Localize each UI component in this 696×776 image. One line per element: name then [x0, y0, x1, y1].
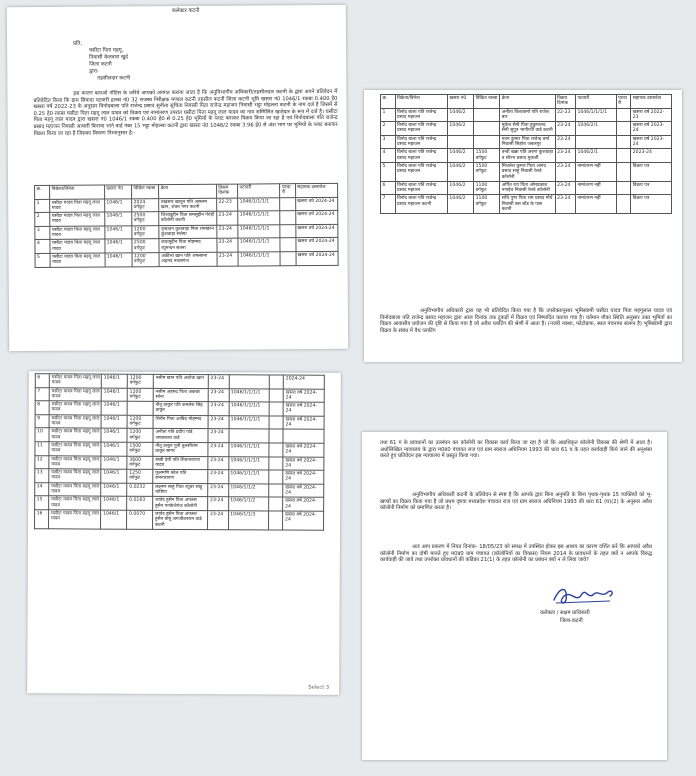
- table-cell: नीतू ठाकुर पति कमलेश सिंह ठाकुर: [154, 402, 209, 416]
- table-cell: [269, 470, 284, 484]
- table-cell: विनोद बाला पति राजेन्द्र प्रसाद महाजन: [395, 162, 447, 181]
- table-cell: 23-24: [216, 211, 237, 225]
- page-header: कलेक्टर कटनी: [171, 7, 200, 15]
- table-cell: 1046/1: [101, 428, 127, 442]
- table-cell: 11: [35, 442, 50, 456]
- table-cell: घसीटा यादव पिता महगू लाल यादव: [49, 442, 101, 456]
- table-cell: नीतू ठाकुर पुत्री तुलसीराम ठाकुर सागर: [153, 442, 208, 456]
- table-cell: [616, 149, 631, 163]
- table-cell: 1046/1/1/1/1: [238, 197, 281, 211]
- table-cell: अकीला खान पति अफसाना अहमद नवाबगंज: [159, 252, 217, 266]
- signature-image: [550, 582, 620, 612]
- table-cell: खसरा वर्ष 2024-24: [283, 484, 324, 498]
- table-cell: विक्रय पत्र: [631, 162, 672, 181]
- table-cell: जावेद हुसैन पिता अफसर हुसैन एनकेजेगंज कॉलोनी: [153, 497, 208, 511]
- notice-page-2: [364, 90, 682, 362]
- table-header-cell: सहायक दस्तावेज: [631, 95, 672, 109]
- address-line: निवासी केलवारा खुर्द: [89, 54, 128, 61]
- table-cell: 7: [35, 387, 50, 401]
- table-cell: 0.0163: [127, 497, 153, 511]
- table-cell: 1: [35, 199, 50, 213]
- table-cell: अनीता पति प्रदीप पांडे जयप्रकाश वार्ड: [153, 429, 208, 443]
- table-cell: 1046/1: [101, 469, 127, 483]
- table-row: [381, 122, 672, 136]
- table-header-cell: क्र.: [381, 95, 396, 109]
- table-cell: 2500 वर्गफुट: [132, 239, 159, 253]
- table-cell: 3: [381, 135, 396, 149]
- plot-sale-table-1: [34, 183, 339, 268]
- table-cell: 23-24: [208, 415, 228, 429]
- table-cell: खसरा वर्ष 2024-24: [283, 470, 324, 484]
- table-cell: 1046/1: [101, 456, 127, 470]
- table-cell: 1046/1: [101, 496, 127, 510]
- table-cell: 23-24: [209, 375, 229, 389]
- table-cell: घसीटा यादव पिता महगू लाल यादव: [49, 483, 101, 497]
- table-cell: 1046/1: [101, 415, 127, 429]
- table-cell: 1046/1: [104, 198, 131, 212]
- table-cell: 1046/1/1/1/1: [229, 402, 270, 416]
- table-cell: 1500 वर्गफुट: [474, 162, 500, 181]
- table-cell: [280, 252, 295, 266]
- table-cell: खसरा वर्ष 2024-24: [283, 443, 324, 457]
- table-cell: 0.0070: [127, 510, 153, 529]
- table-cell: 1046/1: [102, 388, 128, 402]
- table-cell: 23-24: [208, 497, 228, 511]
- table-row: [35, 510, 324, 530]
- table-cell: शिरीन पिता आबिद मोहम्मद: [153, 415, 208, 429]
- table-cell: 23-24: [217, 225, 238, 239]
- address-line: प्रति,: [73, 40, 82, 47]
- table-header-cell: क्रेता: [159, 184, 217, 198]
- table-cell: 15: [35, 496, 50, 510]
- table-cell: 1046/1/1/1/1: [238, 211, 281, 225]
- table-cell: [229, 375, 270, 389]
- table-cell: 1046/1: [105, 239, 132, 253]
- table-header-cell: पटवारी: [280, 184, 295, 198]
- table-cell: 23-24: [217, 238, 238, 252]
- table-cell: घसीटा यादव पिता महगू लाल यादव: [50, 199, 105, 213]
- address-line: घसीटा पिता महगू,: [89, 47, 124, 54]
- table-cell: विनोद बाला पति राजेन्द्र प्रसाद महाजन: [395, 149, 447, 163]
- table-cell: 2024 वर्गफुट: [132, 198, 159, 212]
- table-cell: 1046/1: [104, 212, 131, 226]
- table-cell: 1046/1/1/2: [228, 483, 269, 497]
- table-cell: [616, 181, 631, 195]
- table-cell: [575, 135, 616, 149]
- table-cell: 1200 वर्गफुट: [127, 429, 153, 443]
- table-cell: 3600 वर्गफुट: [127, 456, 153, 470]
- table-cell: खसरा वर्ष 2024-24: [283, 497, 324, 511]
- table-cell: 2: [381, 122, 396, 136]
- table-cell: नामांतरण नहीं: [575, 181, 616, 195]
- table-cell: 1046/2: [447, 108, 473, 122]
- table-cell: 23-24: [209, 388, 229, 402]
- table-cell: 14: [35, 482, 50, 496]
- table-cell: नसीम खान पति अशोक खान: [154, 374, 209, 388]
- table-cell: 1046/1/1/3: [228, 511, 269, 530]
- plot-sale-table-2: [380, 94, 672, 214]
- table-cell: विनोद बाला पति राजेन्द्र प्रसाद महाजन: [395, 135, 447, 149]
- page-footer-mark: Select 3: [308, 684, 330, 691]
- table-header-cell: विक्रय दिनांक: [216, 184, 237, 198]
- table-cell: 6: [35, 374, 50, 388]
- table-cell: 1046/1: [102, 401, 128, 415]
- table-cell: [283, 429, 324, 443]
- table-cell: 1046/2: [447, 181, 473, 195]
- table-cell: [269, 457, 284, 471]
- table-cell: पवन कुमार पिता राजेन्द्र वर्मा निवासी सिहोरा जबलपुर: [500, 135, 555, 149]
- table-cell: खसरा वर्ष 2024-24: [295, 224, 338, 238]
- table-cell: सचि पुष्प पिता राम प्रसाद मौर्य निवासी बस स्टैंड के पास कटनी: [500, 195, 555, 214]
- table-cell: 22-23: [216, 198, 237, 212]
- table-row: [381, 162, 672, 181]
- table-cell: खसरा वर्ष 2024-24: [283, 457, 324, 471]
- table-row: [381, 108, 672, 122]
- table-cell: 1046/2/1: [575, 122, 616, 136]
- table-cell: 1046/1/1/2: [228, 497, 269, 511]
- table-cell: [269, 484, 284, 498]
- table-cell: 1200 वर्गफुट: [127, 415, 153, 429]
- table-cell: 23-24: [208, 483, 228, 497]
- paragraph-1: तथा 61 ग के प्रावधानों का उल्लंघन कर कॉलोनी का विकास कार्य किया जा रहा है जो कि अप्राधिकृत कॉलोनी विकास की श्रेणी में आता है। अधोलिखित न्यायालय के द्वारा म0प्र0 पंचायत राज एवं ग्राम स्वराज अधिनियम 1993 की धारा 61 घ के तहत कार्यवाही किये जाने की अनुशंसा करते हुए प्रतिवेदन इस न्यायालय में प्रस्तुत किया गया।: [380, 440, 652, 460]
- table-cell: खसरा वर्ष 2023-24: [631, 122, 672, 136]
- table-cell: 1046/1/1/1/1: [228, 456, 269, 470]
- table-cell: [280, 238, 295, 252]
- table-cell: [128, 401, 154, 415]
- table-cell: 1046/1/1/1/1: [238, 252, 281, 266]
- table-cell: 23-24: [208, 402, 228, 416]
- table-cell: वृन्दावन कुशवाहा पिता रामखरन कुशवाहा सलेया: [159, 225, 217, 239]
- table-header-cell: विक्रेता/विनेता: [50, 185, 105, 199]
- table-cell: 23-24: [555, 162, 575, 181]
- table-cell: 13: [35, 469, 50, 483]
- table-cell: घसीटा यादव पिता महगू लाल यादव: [49, 428, 101, 442]
- table-cell: 1100 वर्गफुट: [474, 181, 500, 195]
- table-cell: [474, 108, 500, 122]
- table-cell: विक्रय पत्र: [631, 181, 672, 195]
- table-cell: [616, 162, 631, 181]
- table-cell: 8: [35, 401, 50, 415]
- table-cell: 1200 वर्गफुट: [132, 253, 159, 267]
- table-cell: 1046/1/1/1/1: [228, 470, 269, 484]
- paragraph-2: अनुविभागीय अधिकारी कटनी के प्रतिवेदन से स्पष्ट है कि आपके द्वारा बिना अनुमति के बिना पृथक-पृथक 15 व्यक्तियों को भू-खण्डों का विक्रय किया गया है जो प्रथम दृष्टया मध्यप्रदेश पंचायत राज एवं ग्राम स्वराज अधिनियम 1993 की धारा 61 (घ)(2) के अनुसार अवैध कॉलोनी निर्माण को प्रमाणित करता है।: [380, 492, 652, 512]
- table-cell: 4: [381, 149, 396, 163]
- table-header-cell: विक्रित रकबा: [131, 185, 158, 199]
- table-header-row: [381, 95, 672, 109]
- table-cell: बब्बी देवी पति शिवनारायण यादव: [153, 456, 208, 470]
- table-cell: 1046/1/1/1/1: [228, 443, 269, 457]
- table-cell: 9: [35, 415, 50, 429]
- table-cell: घसीटा यादव पिता महगू लाल यादव: [49, 455, 101, 469]
- table-cell: 1046/2/1: [575, 149, 616, 163]
- table-cell: 0.0232: [127, 483, 153, 497]
- table-cell: तन्वी खन्ना पति अरुण कुशवाहा व सौरभ प्रसाद मुकर्जी: [500, 149, 555, 163]
- table-cell: 23-24: [208, 511, 228, 530]
- table-header-cell: खसरा नं0: [447, 95, 473, 109]
- table-cell: 2023-24: [631, 149, 672, 163]
- table-cell: मिथलेश कुमार पिता आनंद प्रसाद साहू निवासी रेलवे कॉलोनी: [500, 162, 555, 181]
- table-cell: खसरा वर्ष 2024-24: [295, 211, 338, 225]
- table-cell: घसीटा यादव पिता महगू लाल यादव: [50, 212, 105, 226]
- table-cell: घसीटा यादव पिता महगू लाल यादव: [50, 374, 102, 388]
- notice-intro: इस कारण बताओ नोटिस के जरिये आपको अवगत कराया जाता है कि अनुविभागीय अधिकारी/तहसीलदार कटनी के द्वारा अपने प्रतिवेदन में प्रतिवेदित किया कि ग्राम सिवादा पटवारी हल्का नं0 32 राजस्व निरीक्षक मण्डल कटनी तहसील कटनी जिला कटनी भूमि खसरा नं0 1046/1 रकबा 0.400 हे0 खसरा वर्ष 2022-23 के अनुसार विनोदबाला पति राजेन्द्र प्रसाद सुनीता सुचिता निवासी पिता राजेन्द्र महाजन निवासी भट्टा मोहल्ला कटनी के नाम दर्ज है जिसमें से 0.25 हे0 रकबा घसीटा पिता महगू लाल यादव को विक्रय एवं नामांतरण उपरांत घसीटा पिता महगू लाल यादव का नाम सम्मिलित खातेदार के रूप में दर्ज है। घसीटा पिता महगू लाल यादव द्वारा खसरा नं0 1046/1 रकबा 0.400 हे0 से 0.25 हे0 भूमियों के प्लाट बनाकर विक्रय किया जा रहा है एवं विनोदबाला पति राजेन्द्र प्रसाद महाजन निवासी आधारी बिनाया भाने वार्ड नंबर 15 भट्टा मोहल्ला कटनी द्वारा खसरा नं0 1046/2 रकबा 3.96 हे0 से अंश भाग पर भूमियों के प्लाट बनाकर विक्रय किया जा रहा है जिसका विवरण निम्नानुसार है:-: [33, 88, 338, 137]
- page-2-footer-text: अनुविभागीय अधिकारी द्वारा यह भी प्रतिवेदित किया गया है कि उपरोक्तानुसार भूमिस्वामी घसीटा यादव पिता महगूलाल यादव एवं विनोदबाला पति राजेन्द्र प्रसाद महाजन द्वारा आज दिनांक तक टुकड़ों में विक्रय एवं निष्पादित कराया गया है। वर्तमान मौका स्थिति अनुसार उक्त भूमियों का विक्रय आवासीय प्रयोजन की दृष्टि से किया गया है जो अवैध प्लाटिंग की श्रेणी में आता है। (नजरी नक्शा, फोटोग्राफ, स्थल पंचनामा संलग्न है) भूमिस्वामी द्वारा विक्रय के संबंध में वैध प्लाटिंग: [380, 308, 672, 334]
- table-header-cell: पटवारी: [575, 95, 616, 109]
- table-header-cell: खसरा नं0: [104, 185, 131, 199]
- table-row: [381, 195, 672, 214]
- table-cell: खसरा वर्ष 2024-24: [284, 389, 325, 403]
- table-row: [381, 149, 672, 163]
- table-cell: [616, 195, 631, 214]
- address-line: जिला कटनी: [89, 61, 112, 68]
- notice-page-1: [7, 5, 348, 351]
- table-cell: विनोद बाला पति राजेन्द्र प्रसाद महाजन: [395, 108, 447, 122]
- table-cell: घसीटा यादव पिता महगू लाल यादव: [49, 469, 101, 483]
- address-block: [73, 40, 130, 82]
- table-cell: घसीटा यादव पिता महगू लाल यादव: [50, 239, 105, 253]
- table-cell: जावेद हुसैन पिता अफसर हुसैन बाबू जगजीवनराम वार्ड कटनी: [153, 510, 208, 529]
- address-line: तहसीलदार कटनी: [97, 75, 131, 82]
- table-cell: 1046/1: [102, 374, 128, 388]
- table-cell: विनोद बाला पति राजेन्द्र प्रसाद महाजन कटनी: [395, 195, 447, 214]
- table-cell: मुकेश सैनी पिता हुकुमचन्द सैनी सुपुत्र भागीरथी वार्ड कटनी: [500, 122, 555, 136]
- table-header-cell: पटवारी: [238, 184, 281, 198]
- table-cell: 1046/2: [447, 122, 473, 136]
- table-cell: घसीटा यादव पिता महगू लाल यादव: [49, 415, 101, 429]
- table-cell: 3: [35, 226, 50, 240]
- table-cell: 1046/1: [105, 253, 132, 267]
- table-cell: 6: [381, 181, 396, 195]
- table-cell: 23-24: [217, 252, 238, 266]
- table-cell: [616, 122, 631, 136]
- table-cell: 2024-24: [284, 375, 325, 389]
- table-cell: घसीटा यादव पिता महगू लाल यादव: [49, 496, 101, 510]
- table-cell: 23-24: [555, 149, 575, 163]
- table-cell: 1046/1/1/1/1: [238, 225, 281, 239]
- table-cell: 1046/2: [447, 195, 473, 214]
- notice-page-3: [27, 371, 341, 695]
- table-cell: 23-24: [555, 135, 575, 149]
- table-cell: कयामुद्दीन पिता मोहम्मद रघुनन्दन सतना: [159, 239, 217, 253]
- table-cell: [269, 402, 284, 416]
- table-header-cell: सहायक दस्तावेज: [295, 183, 338, 197]
- table-cell: [280, 224, 295, 238]
- table-cell: 23-24: [208, 456, 228, 470]
- table-cell: विक्रय पत्र: [631, 195, 672, 214]
- table-cell: [269, 416, 284, 430]
- table-cell: घसीटा यादव पिता महगू लाल यादव: [50, 253, 105, 267]
- table-cell: [280, 211, 295, 225]
- table-cell: 23-24: [208, 470, 228, 484]
- table-row: [381, 135, 672, 149]
- table-cell: 1250 वर्गफुट: [127, 469, 153, 483]
- table-cell: अर्पित राय पिता ओमप्रकाश नगाईच निवासी रेलवे कॉलोनी: [500, 181, 555, 195]
- table-cell: खसरा वर्ष 2022-23: [631, 108, 672, 122]
- table-row: [381, 181, 672, 195]
- table-cell: 1500 वर्गफुट: [474, 149, 500, 163]
- table-cell: [474, 135, 500, 149]
- table-cell: [269, 443, 284, 457]
- table-cell: रुखसार खातून पति असलम खान, शंकर नगर कटनी: [159, 198, 217, 212]
- table-cell: घसीटा यादव पिता महगू लाल यादव: [50, 226, 105, 240]
- table-cell: घसीटा यादव पिता महगू लाल यादव: [50, 387, 102, 401]
- table-cell: खसरा वर्ष 2024-24: [284, 416, 325, 430]
- table-cell: फूलमणि कोल पति रामनारायण: [153, 469, 208, 483]
- table-cell: 23-24: [555, 122, 575, 136]
- table-cell: 2: [35, 213, 50, 227]
- table-cell: [229, 429, 270, 443]
- table-header-cell: विक्रय दिनांक: [555, 95, 575, 109]
- table-cell: 1100 वर्गफुट: [474, 195, 500, 214]
- table-cell: [269, 429, 284, 443]
- table-cell: 1500 वर्गफुट: [127, 442, 153, 456]
- table-cell: 1: [381, 108, 396, 122]
- table-header-cell: विक्रेता/विनेता: [395, 95, 447, 109]
- notice-page-4: [362, 432, 667, 760]
- table-cell: खसरा वर्ष 2024-24: [295, 238, 338, 252]
- table-cell: 4: [35, 240, 50, 254]
- address-line: द्वारा-: [89, 68, 99, 75]
- table-cell: [616, 135, 631, 149]
- table-cell: विनोद बाला पति राजेन्द्र प्रसाद महाजन: [395, 181, 447, 195]
- plot-sale-table-3: [34, 373, 325, 530]
- table-cell: 23-24: [208, 443, 228, 457]
- table-cell: [447, 135, 473, 149]
- table-cell: [616, 108, 631, 122]
- table-cell: 16: [35, 510, 50, 529]
- table-cell: [269, 511, 284, 530]
- table-cell: जिलावुद्दीन पिता समसुद्दीन पेरुड़ी कॉलोनी कटनी: [159, 211, 217, 225]
- table-cell: [474, 122, 500, 136]
- table-header-cell: विक्रित रकबा: [474, 95, 500, 109]
- table-cell: [269, 375, 284, 389]
- table-row: [35, 251, 338, 267]
- table-cell: 1200 वर्गफुट: [132, 225, 159, 239]
- table-cell: नसीम अहमद पिता अकबर सोना: [154, 388, 209, 402]
- table-cell: 1200 वर्गफुट: [128, 374, 154, 388]
- table-cell: 7: [381, 195, 396, 214]
- table-cell: नामांतरण नहीं: [575, 195, 616, 214]
- table-cell: 1046/1: [101, 483, 127, 497]
- table-cell: खसरा वर्ष 2023-24: [631, 135, 672, 149]
- table-cell: 5: [35, 253, 50, 267]
- signatory-district: जिला-कटनी: [560, 618, 583, 624]
- table-cell: 1046/1/1/1/1: [229, 388, 270, 402]
- table-header-cell: क्रेता: [500, 95, 555, 109]
- table-cell: घसीटा यादव पिता महगू लाल यादव: [49, 510, 101, 529]
- table-cell: 5: [381, 162, 396, 181]
- table-header-cell: क्र.: [35, 185, 50, 199]
- table-cell: खसरा वर्ष 2024-24: [295, 197, 338, 211]
- table-cell: [269, 497, 284, 511]
- table-cell: खसरा वर्ष 2024-24: [284, 402, 325, 416]
- table-cell: घसीटा यादव पिता महगू लाल यादव: [50, 401, 102, 415]
- table-cell: 10: [35, 428, 50, 442]
- table-cell: 22-23: [555, 108, 575, 122]
- table-cell: अनीता विश्वकर्मा पति राजेश बार: [500, 108, 555, 122]
- signatory-designation: कलेक्टर / सक्षम प्राधिकारी: [540, 610, 590, 616]
- table-cell: 23-24: [208, 429, 228, 443]
- table-cell: 1200 वर्गफुट: [128, 388, 154, 402]
- table-cell: 1046/1/1/1/1: [238, 238, 281, 252]
- table-cell: 23-24: [555, 195, 575, 214]
- table-cell: 1046/1/1/1/1: [229, 416, 270, 430]
- table-cell: लक्ष्मण साहू पिता रघुवर साहू चांडिया: [153, 483, 208, 497]
- table-cell: विनोद बाला पति राजेन्द्र प्रसाद महाजन: [395, 122, 447, 136]
- table-cell: 23-24: [555, 181, 575, 195]
- table-cell: 1046/1: [101, 510, 127, 529]
- table-cell: [269, 389, 284, 403]
- table-cell: 1046/2: [447, 149, 473, 163]
- table-cell: [280, 197, 295, 211]
- table-cell: खसरा वर्ष 2024-24: [283, 511, 324, 530]
- table-cell: 12: [35, 455, 50, 469]
- table-cell: 1046/1: [101, 442, 127, 456]
- table-cell: 1046/1: [105, 226, 132, 240]
- paragraph-3: अतः आप प्रकरण में नियत दिनांक- 18/05/23 को समक्ष में उपस्थित होकर इस आशय का कारण दर्शित करें कि आपको अवैध कॉलोनी निर्माण का दोषी मानते हुए म0प्र0 ग्राम पंचायत (कॉलोनियों का विकास) नियम 2014 के प्रावधानों के तहत क्यों न आपके विरुद्ध कार्यवाही की जावे तथा उपरोक्त प्रावधानों की कंडिका 21(1) के तहत कॉलोनी का प्रबंधन क्यों न ले लिया जावे?: [380, 544, 652, 564]
- table-cell: 1046/1/1/1/1: [575, 108, 616, 122]
- table-cell: नामांतरण नहीं: [575, 162, 616, 181]
- table-cell: खसरा वर्ष 2024-24: [296, 251, 339, 265]
- table-cell: 1046/2: [447, 162, 473, 181]
- table-cell: 2500 वर्गफुट: [132, 212, 159, 226]
- table-header-cell: पटवारी: [616, 95, 631, 109]
